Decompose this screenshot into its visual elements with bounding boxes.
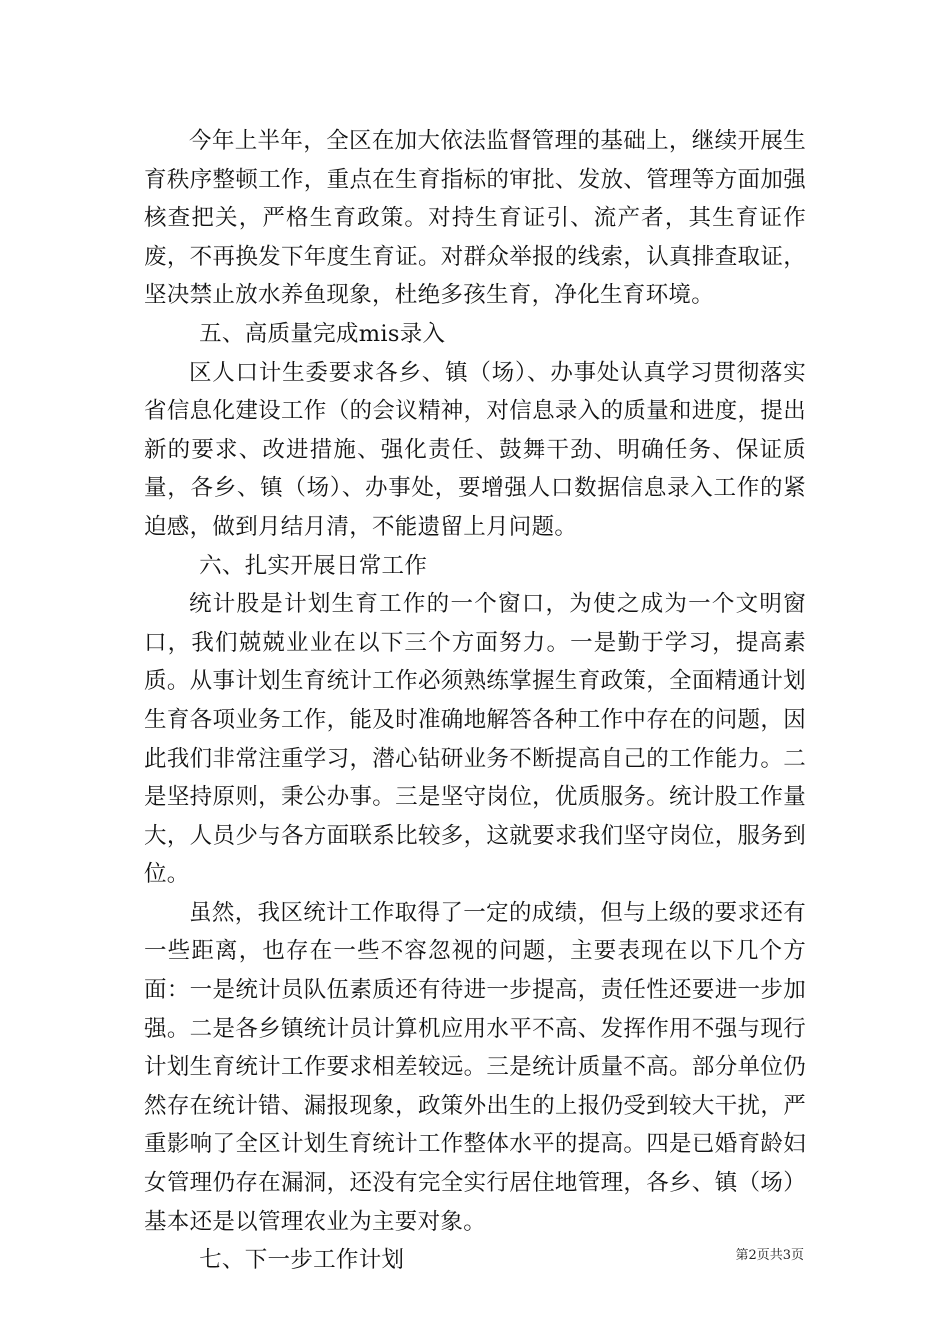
page-number-footer: 第2页共3页 — [735, 1248, 804, 1263]
paragraph-existing-problems: 虽然，我区统计工作取得了一定的成绩，但与上级的要求还有一些距离，也存在一些不容忽视的问题，主要表现在以下几个方面：一是统计员队伍素质还有待进一步提高，责任性还要进一步加强。二是各乡镇统计员计算机应用水平不高、发挥作用不强与现行计划生育统计工作要求相差较远。三是统计质量不高。部分单位仍然存在统计错、漏报现象，政策外出生的上报仍受到较大干扰，严重影响了全区计划生育统计工作整体水平的提高。四是已婚育龄妇女管理仍存在漏洞，还没有完全实行居住地管理，各乡、镇（场）基本还是以管理农业为主要对象。 — [144, 899, 806, 1235]
section-heading-mis-entry: 五、高质量完成mis录入 — [199, 320, 446, 347]
paragraph-statistics-window: 统计股是计划生育工作的一个窗口，为使之成为一个文明窗口，我们兢兢业业在以下三个方面努力。一是勤于学习，提高素质。从事计划生育统计工作必须熟练掌握生育政策，全面精通计划生育各项业务工作，能及时准确地解答各种工作中存在的问题，因此我们非常注重学习，潜心钻研业务不断提高自己的工作能力。二是坚持原则，秉公办事。三是坚守岗位，优质服务。统计股工作量大，人员少与各方面联系比较多，这就要求我们坚守岗位，服务到位。 — [144, 591, 806, 888]
section-heading-daily-work: 六、扎实开展日常工作 — [199, 552, 428, 579]
section-heading-next-plan: 七、下一步工作计划 — [199, 1247, 405, 1274]
paragraph-birth-order-rectification: 今年上半年，全区在加大依法监督管理的基础上，继续开展生育秩序整顿工作，重点在生育指标的审批、发放、管理等方面加强核查把关，严格生育政策。对持生育证引、流产者，其生育证作废，不再换发下年度生育证。对群众举报的线索，认真排查取证，坚决禁止放水养鱼现象，杜绝多孩生育，净化生育环境。 — [144, 128, 806, 309]
paragraph-information-entry: 区人口计生委要求各乡、镇（场）、办事处认真学习贯彻落实省信息化建设工作（的会议精神，对信息录入的质量和进度，提出新的要求、改进措施、强化责任、鼓舞干劲、明确任务、保证质量，各乡、镇（场）、办事处，要增强人口数据信息录入工作的紧迫感，做到月结月清，不能遗留上月问题。 — [144, 359, 806, 540]
document-body — [144, 122, 806, 1280]
